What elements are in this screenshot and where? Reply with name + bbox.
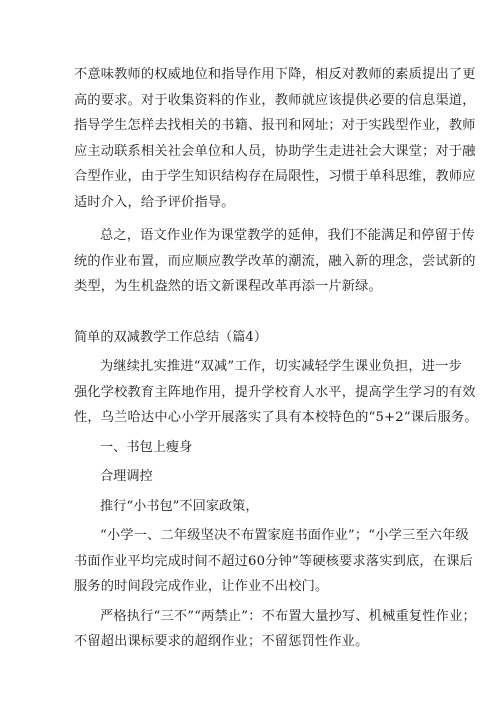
text-line: 为继续扎实推进“双减”工作，切实减轻学生课业负担，进一步 xyxy=(100,359,462,374)
paragraph-conclusion xyxy=(74,223,476,300)
text-line: 不留超出课标要求的超纲作业；不留惩罚性作业。 xyxy=(74,634,369,649)
text-line: 统的作业布置，而应顺应教学改革的潮流，融入新的理念，尝试新的 xyxy=(74,253,476,269)
text-line: 不意味教师的权威地位和指导作用下降，相反对教师的素质提出了更 xyxy=(74,67,476,82)
paragraph-prohibitions xyxy=(74,604,476,655)
text-line: 书面作业平均完成时间不超过60分钟”等硬核要求落实到底，在课后 xyxy=(74,553,473,569)
text-line: 应主动联系相关社会单位和人员，协助学生走进社会大课堂；对于融 xyxy=(74,143,476,159)
text-line: 强化学校教育主阵地作用，提升学校育人水平，提高学生学习的有效 xyxy=(74,384,476,400)
paragraph-double-reduction xyxy=(74,354,478,431)
text-line: 严格执行“三不”“两禁止”：不布置大量抄写、机械重复性作业； xyxy=(100,608,476,624)
subheading-regulation: 合理调控 xyxy=(100,469,153,484)
text-line: 高的要求。对于收集资料的作业，教师就应该提供必要的信息渠道， xyxy=(74,92,476,108)
text-line: “小学一、二年级坚决不布置家庭书面作业”；“小学三至六年级 xyxy=(100,528,469,543)
text-line: 服务的时间段完成作业，让作业不出校门。 xyxy=(74,579,329,594)
document-page xyxy=(74,62,478,655)
paragraph-homework-rules xyxy=(74,523,473,600)
text-line: 适时介入，给予评价指导。 xyxy=(74,194,235,210)
text-line: 性，乌兰哈达中心小学开展落实了具有本校特色的“5+2”课后服务。 xyxy=(74,410,478,425)
text-line: 指导学生怎样去找相关的书籍、报刊和网址；对于实践型作业，教师 xyxy=(74,118,476,133)
paragraph-teacher-guidance xyxy=(74,62,476,215)
text-line: 总之，语文作业作为课堂教学的延伸，我们不能满足和停留于传 xyxy=(100,228,475,243)
paragraph-policy: 推行“小书包”不回家政策， xyxy=(100,498,259,514)
subheading-schoolbag: 一、书包上瘦身 xyxy=(100,439,193,455)
text-line: 合型作业，由于学生知识结构存在局限性，习惯于单科思维，教师应 xyxy=(74,169,476,184)
section-heading: 简单的双减教学工作总结（篇4） xyxy=(74,329,268,345)
text-line: 类型，为生机盎然的语文新课程改革再添一片新绿。 xyxy=(74,279,382,294)
